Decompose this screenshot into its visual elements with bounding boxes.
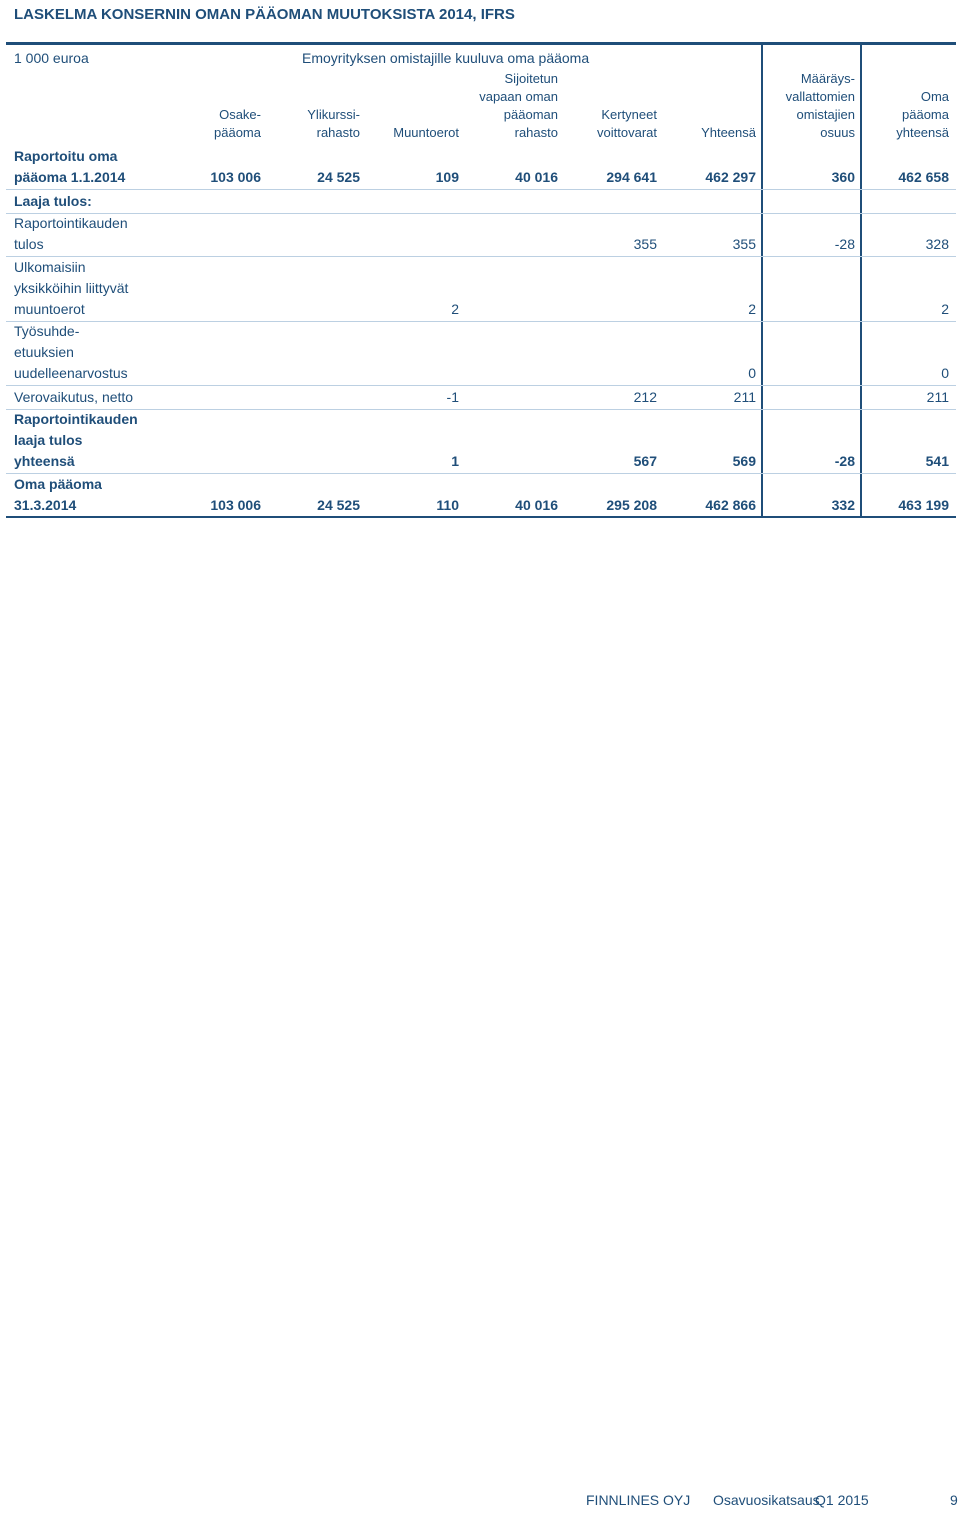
footer-report: Osavuosikatsaus <box>713 1492 820 1508</box>
table-cell: 0 <box>748 365 756 381</box>
column-header-5-line-2: voittovarat <box>597 125 657 140</box>
row-label: yhteensä <box>14 453 75 469</box>
column-header-8-line-2: pääoma <box>902 107 949 122</box>
column-header-2-line-1: Ylikurssi- <box>307 107 360 122</box>
row-separator <box>6 213 956 214</box>
table-cell: 2 <box>748 301 756 317</box>
table-cell: 355 <box>633 236 657 252</box>
table-cell: 1 <box>451 453 459 469</box>
table-cell: 462 297 <box>705 169 756 185</box>
row-label: Verovaikutus, netto <box>14 389 134 405</box>
row-label: Oma pääoma <box>14 476 102 492</box>
column-header-4-line-4: rahasto <box>514 125 558 140</box>
table-cell: 462 658 <box>898 169 949 185</box>
column-header-7-line-4: osuus <box>820 125 855 140</box>
row-separator <box>6 189 956 190</box>
table-cell: 211 <box>926 389 949 405</box>
table-cell: 295 208 <box>606 497 657 513</box>
page-title: LASKELMA KONSERNIN OMAN PÄÄOMAN MUUTOKSISTA 2014, IFRS <box>14 6 515 23</box>
row-separator <box>6 409 956 410</box>
row-label: Laaja tulos: <box>14 193 92 209</box>
column-header-4-line-3: pääoman <box>503 107 558 122</box>
table-cell: 109 <box>435 169 459 185</box>
column-header-1-line-2: pääoma <box>214 125 261 140</box>
row-label: Työsuhde- <box>14 323 80 339</box>
column-header-7-line-1: Määräys- <box>800 71 855 86</box>
row-separator <box>6 473 956 474</box>
column-header-4-line-1: Sijoitetun <box>504 71 558 86</box>
row-label: muuntoerot <box>14 301 85 317</box>
row-separator <box>6 256 956 257</box>
row-label: laaja tulos <box>14 432 83 448</box>
unit-label: 1 000 euroa <box>14 50 89 66</box>
table-cell: 541 <box>925 453 949 469</box>
column-header-8-line-1: Oma <box>920 89 949 104</box>
table-cell: 332 <box>831 497 855 513</box>
group-header: Emoyrityksen omistajille kuuluva oma pääoma <box>302 50 590 66</box>
table-cell: 24 525 <box>317 169 360 185</box>
table-cell: 40 016 <box>515 169 558 185</box>
column-header-4-line-2: vapaan oman <box>479 89 558 104</box>
column-header-7-line-2: vallattomien <box>785 89 855 104</box>
table-cell: 110 <box>436 497 459 513</box>
table-cell: 103 006 <box>210 169 261 185</box>
row-separator <box>6 321 956 322</box>
table-cell: 2 <box>941 301 949 317</box>
column-header-5-line-1: Kertyneet <box>601 107 657 122</box>
table-cell: -28 <box>834 453 855 469</box>
table-cell: 40 016 <box>515 497 558 513</box>
column-header-6-line-1: Yhteensä <box>701 125 756 140</box>
footer-period: Q1 2015 <box>815 1492 869 1508</box>
table-cell: -1 <box>446 389 459 405</box>
table-cell: 328 <box>925 236 949 252</box>
table-cell: 24 525 <box>317 497 360 513</box>
row-label: pääoma 1.1.2014 <box>14 169 126 185</box>
row-label: 31.3.2014 <box>14 497 77 513</box>
footer-company: FINNLINES OYJ <box>586 1492 691 1508</box>
table-cell: 463 199 <box>898 497 949 513</box>
row-label: Raportoitu oma <box>14 148 118 164</box>
footer-page-number: 9 <box>950 1492 958 1508</box>
table-cell: 212 <box>633 389 657 405</box>
table-cell: 2 <box>451 301 459 317</box>
row-label: Raportointikauden <box>14 215 128 231</box>
table-cell: 211 <box>733 389 756 405</box>
column-header-2-line-2: rahasto <box>316 125 360 140</box>
row-label: Ulkomaisiin <box>14 259 86 275</box>
row-separator <box>6 385 956 386</box>
table-cell: 462 866 <box>705 497 756 513</box>
column-header-7-line-3: omistajien <box>796 107 855 122</box>
table-cell: 360 <box>831 169 855 185</box>
table-cell: 0 <box>941 365 949 381</box>
table-bottom-rule <box>6 516 956 518</box>
table-cell: 355 <box>732 236 756 252</box>
row-label: uudelleenarvostus <box>14 365 128 381</box>
row-label: tulos <box>14 236 44 252</box>
column-header-3-line-1: Muuntoerot <box>393 125 459 140</box>
table-cell: 103 006 <box>210 497 261 513</box>
row-label: yksikköihin liittyvät <box>14 280 129 296</box>
row-label: Raportointikauden <box>14 411 138 427</box>
table-cell: 569 <box>732 453 756 469</box>
table-cell: 567 <box>633 453 657 469</box>
table-cell: 294 641 <box>606 169 657 185</box>
table-top-rule <box>6 42 956 45</box>
row-label: etuuksien <box>14 344 74 360</box>
table-cell: -28 <box>834 236 855 252</box>
column-header-8-line-3: yhteensä <box>896 125 949 140</box>
column-header-1-line-1: Osake- <box>219 107 261 122</box>
